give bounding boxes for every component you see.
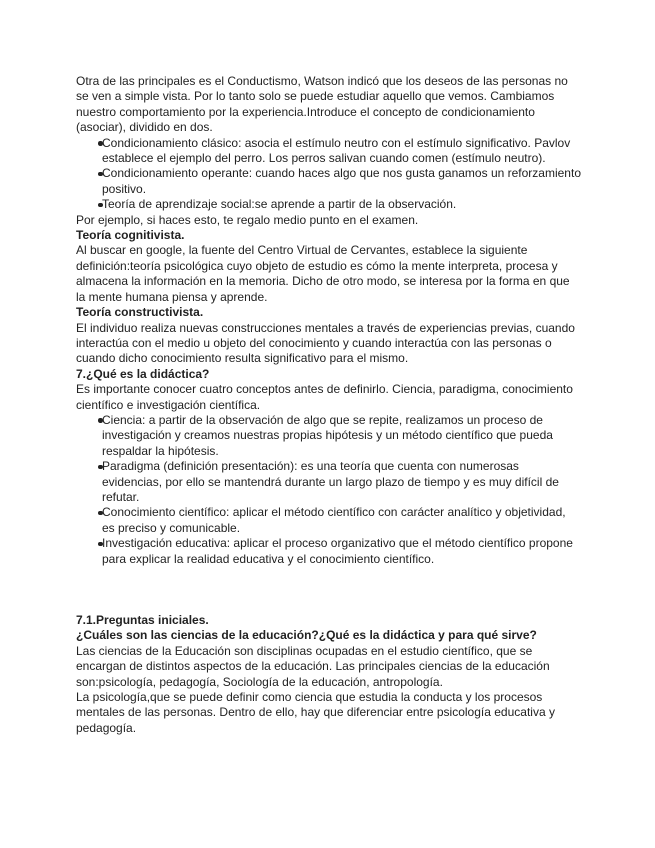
example-paragraph: Por ejemplo, si haces esto, te regalo medio punto en el examen. bbox=[76, 212, 419, 227]
didactica-intro: Es importante conocer cuatro conceptos antes de definirlo. Ciencia, paradigma, conocimiento científico e investigación científica. bbox=[76, 382, 573, 412]
psicologia-paragraph: La psicología,que se puede definir como ciencia que estudia la conducta y los procesos mentales de las personas. Dentro de ello, hay que diferenciar entre psicología educativa y pedagogía. bbox=[76, 690, 555, 735]
list-item-text: Conocimiento científico: aplicar el método científico con carácter analítico y objetividad, es preciso y comunicable. bbox=[102, 505, 566, 535]
didactica-heading: 7.¿Qué es la didáctica? bbox=[76, 366, 210, 381]
list-item-text: Teoría de aprendizaje social:se aprende a partir de la observación. bbox=[102, 197, 457, 212]
conceptos-list bbox=[76, 413, 581, 567]
list-item bbox=[76, 197, 581, 212]
document-page bbox=[76, 74, 581, 736]
list-item bbox=[76, 536, 581, 567]
list-item bbox=[76, 166, 581, 197]
cognitivista-heading: Teoría cognitivista. bbox=[76, 228, 185, 243]
section-spacer bbox=[76, 567, 581, 613]
list-item bbox=[76, 505, 581, 536]
conductismo-paragraph: Otra de las principales es el Conductismo, Watson indicó que los deseos de las personas no se ven a simple vista. Por lo tanto solo se puede estudiar aquello que vemos. Cambiamos nuestro comportamiento por la experiencia.Introduce el concepto de condicionamiento (asociar), dividido en dos. bbox=[76, 74, 568, 135]
list-item bbox=[76, 136, 581, 167]
list-item bbox=[76, 413, 581, 459]
list-item bbox=[76, 459, 581, 505]
list-item-text: Ciencia: a partir de la observación de algo que se repite, realizamos un proceso de investigación y creamos nuestras propias hipótesis y un método científico que pueda respaldar la hipótesis. bbox=[102, 412, 553, 458]
list-item-text: Condicionamiento operante: cuando haces algo que nos gusta ganamos un reforzamiento positivo. bbox=[102, 166, 581, 196]
list-item-text: Condicionamiento clásico: asocia el estímulo neutro con el estímulo significativo. Pavlov establece el ejemplo del perro. Los perros salivan cuando comen (estímulo neutro). bbox=[102, 135, 571, 166]
constructivista-paragraph: El individuo realiza nuevas construcciones mentales a través de experiencias previas, cuando interactúa con el medio u objeto del conocimiento y cuando interactúa con las personas o cuando dicho conocimiento resulta significativo para el mismo. bbox=[76, 320, 575, 366]
preguntas-question: ¿Cuáles son las ciencias de la educación?¿Qué es la didáctica y para qué sirve? bbox=[76, 628, 537, 643]
condicionamiento-list bbox=[76, 136, 581, 213]
list-item-text: Investigación educativa: aplicar el proceso organizativo que el método científico propone para explicar la realidad educativa y el conocimiento científico. bbox=[102, 536, 573, 566]
constructivista-heading: Teoría constructivista. bbox=[76, 305, 204, 320]
preguntas-heading: 7.1.Preguntas iniciales. bbox=[76, 613, 209, 627]
list-item-text: Paradigma (definición presentación): es una teoría que cuenta con numerosas evidencias, por ello se mantendrá durante un largo plazo de tiempo y es muy difícil de refutar. bbox=[102, 459, 559, 504]
ciencias-paragraph: Las ciencias de la Educación son disciplinas ocupadas en el estudio científico, que se encargan de distintos aspectos de la educación. Las principales ciencias de la educación son:psicología, pedagogía, Sociología de la educación, antropología. bbox=[76, 643, 550, 689]
cognitivista-paragraph: Al buscar en google, la fuente del Centro Virtual de Cervantes, establece la siguiente definición:teoría psicológica cuyo objeto de estudio es cómo la mente interpreta, procesa y almacena la información en la memoria. Dicho de otro modo, se interesa por la forma en que la mente humana piensa y aprende. bbox=[76, 243, 570, 304]
